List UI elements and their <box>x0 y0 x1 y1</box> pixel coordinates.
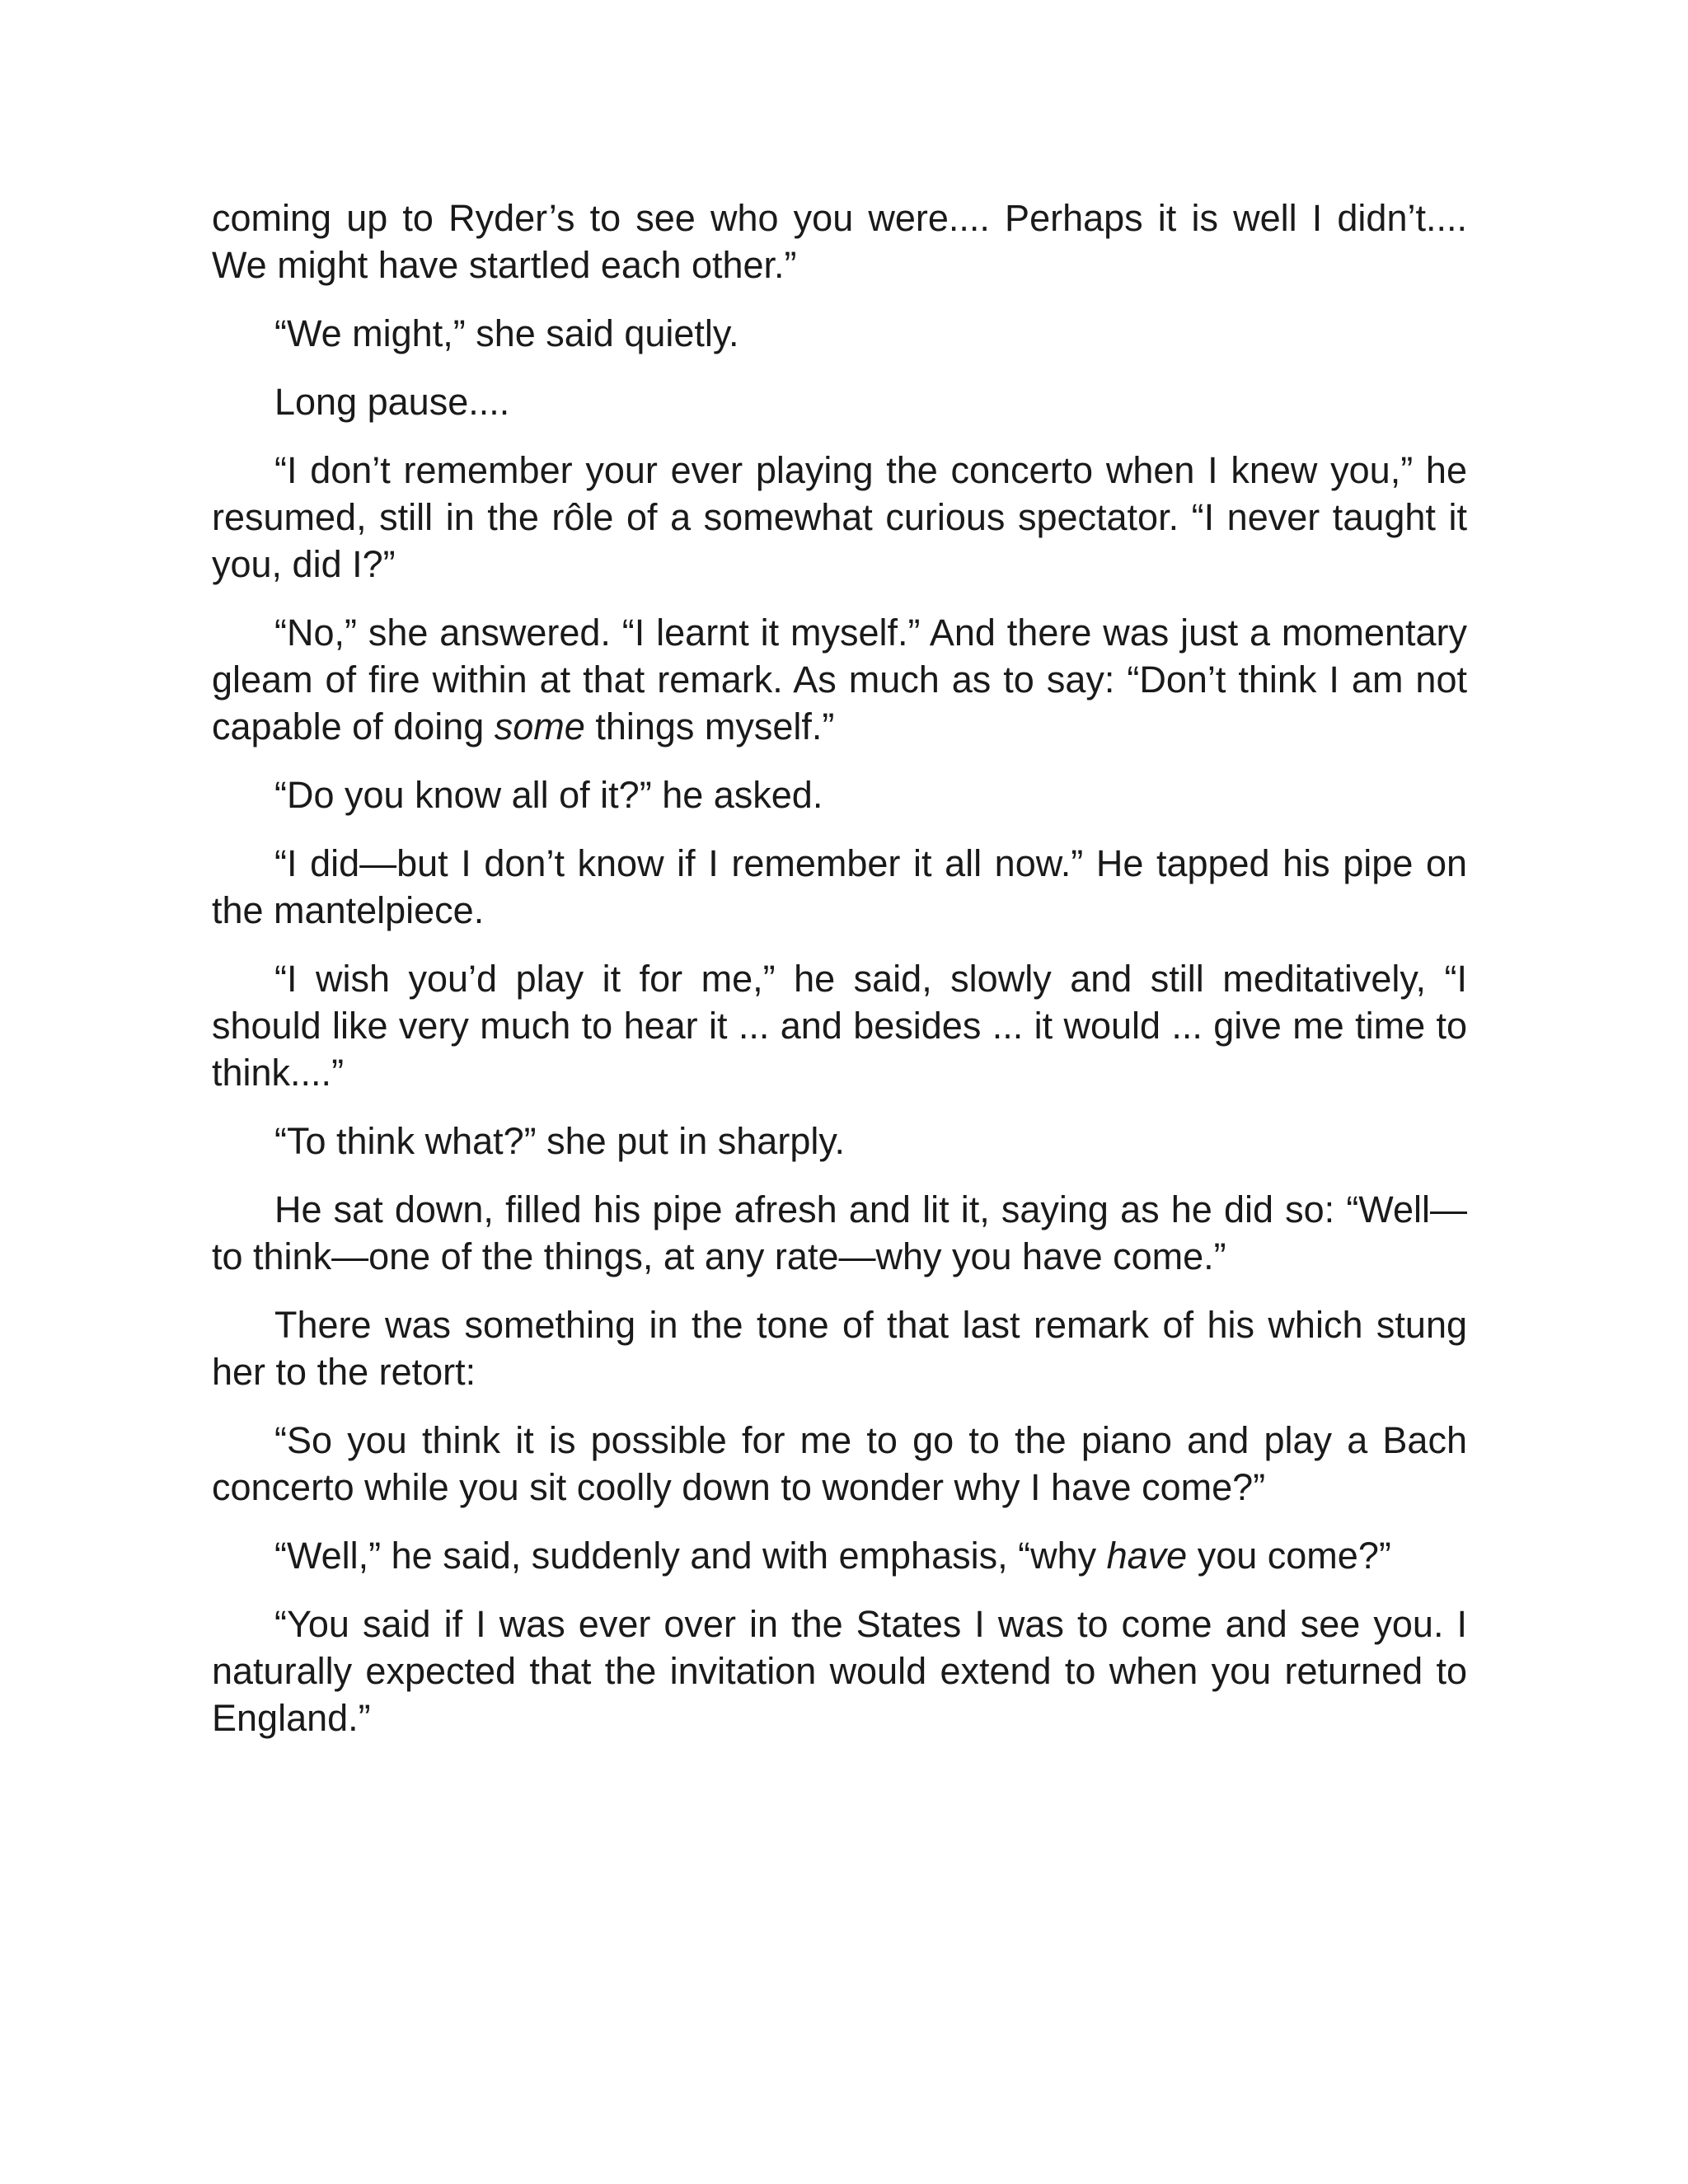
paragraph-text: “I wish you’d play it for me,” he said, slowly and still meditatively, “I should like very much to hear it ... and besides ... it would ... give me time to think....” <box>212 958 1467 1094</box>
paragraph-text: things myself.” <box>584 705 835 748</box>
paragraph-text: There was something in the tone of that last remark of his which stung her to the retort: <box>212 1304 1467 1393</box>
document-page <box>212 194 1467 1763</box>
paragraph-text: Long pause.... <box>274 381 510 423</box>
paragraph-text: “I don’t remember your ever playing the concerto when I knew you,” he resumed, still in the rôle of a somewhat curious spectator. “I never taught it you, did I?” <box>212 449 1467 585</box>
paragraph-text: “You said if I was ever over in the States I was to come and see you. I naturally expected that the invitation would extend to when you returned to England.” <box>212 1603 1467 1739</box>
body-paragraph <box>212 1417 1467 1511</box>
body-paragraph <box>212 771 1467 818</box>
body-paragraph <box>212 1532 1467 1579</box>
body-paragraph <box>212 194 1467 288</box>
body-paragraph <box>212 609 1467 750</box>
body-paragraph <box>212 310 1467 357</box>
paragraph-text: “So you think it is possible for me to go to the piano and play a Bach concerto while you sit coolly down to wonder why I have come?” <box>212 1419 1467 1508</box>
paragraph-text: coming up to Ryder’s to see who you were.... Perhaps it is well I didn’t.... We might have startled each other.” <box>212 197 1467 286</box>
body-paragraph <box>212 840 1467 934</box>
paragraph-text: “I did—but I don’t know if I remember it all now.” He tapped his pipe on the mantelpiece. <box>212 842 1467 931</box>
body-paragraph <box>212 378 1467 425</box>
emphasis-text: have <box>1106 1535 1188 1577</box>
paragraph-text: “Well,” he said, suddenly and with emphasis, “why <box>274 1535 1107 1577</box>
paragraph-text: you come?” <box>1187 1535 1391 1577</box>
paragraph-text: “We might,” she said quietly. <box>274 312 739 354</box>
body-paragraph <box>212 955 1467 1096</box>
body-paragraph <box>212 447 1467 588</box>
body-paragraph <box>212 1118 1467 1165</box>
body-paragraph <box>212 1186 1467 1280</box>
paragraph-text: “No,” she answered. “I learnt it myself.” And there was just a momentary gleam of fire within at that remark. As much as to say: “Don’t think I am not capable of doing <box>212 612 1467 748</box>
emphasis-text: some <box>494 705 585 748</box>
paragraph-text: He sat down, filled his pipe afresh and lit it, saying as he did so: “Well—to think—one of the things, at any rate—why you have come.” <box>212 1188 1467 1277</box>
paragraph-text: “Do you know all of it?” he asked. <box>274 774 823 816</box>
paragraph-text: “To think what?” she put in sharply. <box>274 1120 846 1162</box>
body-paragraph <box>212 1601 1467 1741</box>
body-paragraph <box>212 1301 1467 1395</box>
